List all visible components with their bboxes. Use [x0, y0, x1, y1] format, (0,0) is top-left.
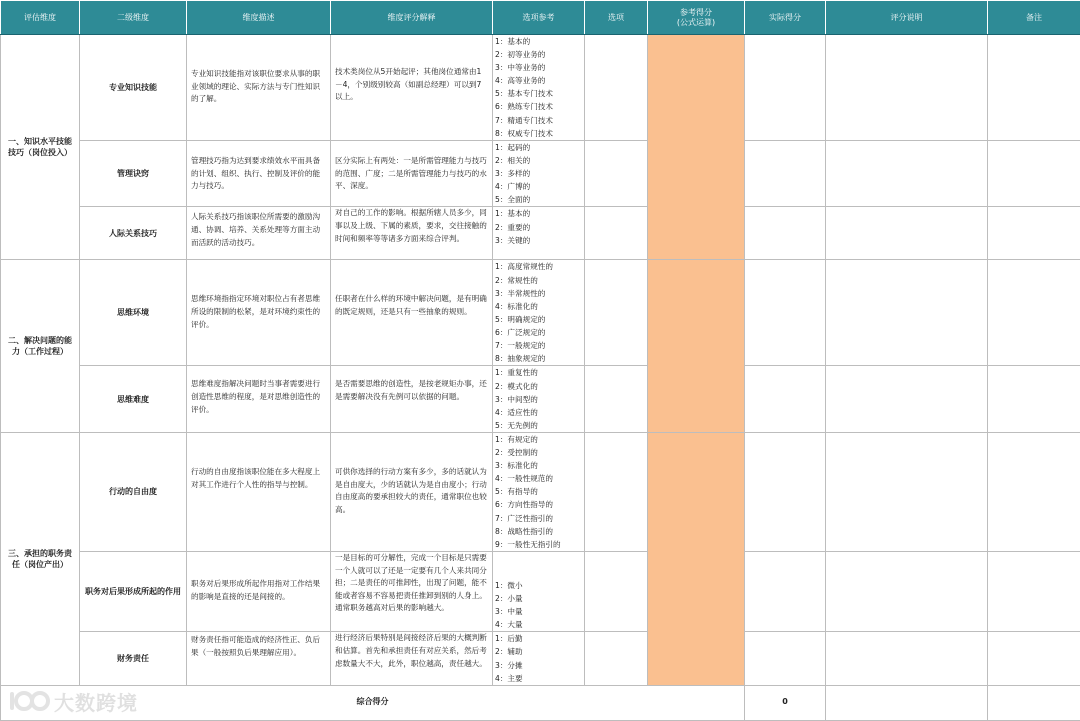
table-row — [1, 366, 1080, 432]
score-note-cell[interactable] — [826, 260, 988, 366]
description-cell: 管理技巧指为达到要求绩效水平而具备的计划、组织、执行、控制及评价的能力与技巧。 — [187, 141, 331, 207]
actual-score-cell[interactable] — [745, 141, 826, 207]
option-item: 4：一般性规范的 — [495, 474, 553, 484]
score-note-cell[interactable] — [826, 207, 988, 260]
header-remark: 备注 — [988, 1, 1080, 35]
remark-cell[interactable] — [988, 366, 1080, 432]
sub-dimension-cell: 人际关系技巧 — [80, 207, 187, 260]
category-cell: 三、承担的职务责任（岗位产出） — [1, 432, 80, 685]
header-score-note: 评分说明 — [826, 1, 988, 35]
option-item: 1：基本的 — [495, 37, 531, 46]
sub-dimension-cell: 财务责任 — [80, 632, 187, 685]
actual-score-cell[interactable] — [745, 260, 826, 366]
actual-score-cell[interactable] — [745, 207, 826, 260]
actual-score-cell[interactable] — [745, 35, 826, 141]
option-item: 1：有规定的 — [495, 434, 538, 444]
table-row — [1, 141, 1080, 207]
explanation-cell: 技术类岗位从5开始起评；其他岗位通常由1－4，个别级别较高（如副总经理）可以到7以上。 — [331, 35, 493, 141]
explanation-cell: 可供你选择的行动方案有多少，多的话就认为是自由度大，少的话就认为是自由度小；行动自由度高的要承担较大的责任，通常职位也较高。 — [331, 432, 493, 551]
sub-dimension-cell: 行动的自由度 — [80, 432, 187, 551]
actual-score-cell[interactable] — [745, 632, 826, 685]
score-note-cell[interactable] — [826, 632, 988, 685]
option-item: 3：关键的 — [495, 235, 531, 245]
options-cell — [493, 551, 585, 631]
option-item: 1：后勤 — [495, 634, 523, 644]
header-sub-dimension: 二级维度 — [80, 1, 187, 35]
option-item: 9：一般性无指引的 — [495, 539, 561, 549]
total-row — [1, 685, 1080, 720]
remark-cell[interactable] — [988, 432, 1080, 551]
option-item: 5：全面的 — [495, 195, 531, 205]
description-cell: 财务责任指可能造成的经济性正、负后果（一般按照负后果理解应用）。 — [187, 632, 331, 685]
option-item: 6：熟练专门技术 — [495, 102, 553, 112]
remark-cell[interactable] — [988, 260, 1080, 366]
option-item: 1：起码的 — [495, 143, 531, 152]
remark-cell[interactable] — [988, 35, 1080, 141]
score-note-cell[interactable] — [826, 551, 988, 631]
options-cell — [493, 35, 585, 141]
option-item: 2：小量 — [495, 594, 523, 604]
options-cell — [493, 260, 585, 366]
description-cell: 职务对后果形成所起作用指对工作结果的影响是直接的还是间接的。 — [187, 551, 331, 631]
options-cell — [493, 432, 585, 551]
option-item: 2：模式化的 — [495, 381, 538, 391]
option-item: 6：方向性指导的 — [495, 500, 553, 510]
option-item: 3：中量 — [495, 607, 523, 617]
total-score-note-cell — [826, 685, 988, 720]
actual-score-cell[interactable] — [745, 366, 826, 432]
option-select-cell[interactable] — [585, 35, 648, 141]
option-item: 2：辅助 — [495, 647, 523, 657]
explanation-cell: 一是目标的可分解性，完成一个目标是只需要一个人就可以了还是一定要有几个人来共同分担；二是责任的可推卸性，出现了问题，能不能或者容易不容易把责任推卸到别的人身上。通常职务越高对后果的影响越大。 — [331, 551, 493, 631]
table-row — [1, 432, 1080, 551]
option-item: 2：相关的 — [495, 156, 531, 166]
option-item: 4：标准化的 — [495, 301, 538, 311]
header-row — [1, 1, 1080, 35]
option-item: 5：基本专门技术 — [495, 89, 553, 99]
options-cell — [493, 366, 585, 432]
option-item: 4：高等业务的 — [495, 76, 546, 86]
ref-score-cell — [648, 35, 745, 260]
score-note-cell[interactable] — [826, 35, 988, 141]
table-row — [1, 207, 1080, 260]
option-item: 3：标准化的 — [495, 461, 538, 471]
score-note-cell[interactable] — [826, 432, 988, 551]
table-row — [1, 260, 1080, 366]
explanation-cell: 区分实际上有两处：一是所需管理能力与技巧的范围、广度；二是所需管理能力与技巧的水平、深度。 — [331, 141, 493, 207]
option-item: 1：高度常规性的 — [495, 262, 553, 272]
option-item: 2：重要的 — [495, 222, 531, 232]
total-remark-cell — [988, 685, 1080, 720]
remark-cell[interactable] — [988, 632, 1080, 685]
option-select-cell[interactable] — [585, 432, 648, 551]
sub-dimension-cell: 思维环境 — [80, 260, 187, 366]
option-item: 7：精通专门技术 — [495, 115, 553, 125]
option-select-cell[interactable] — [585, 207, 648, 260]
option-item: 6：广泛规定的 — [495, 327, 546, 337]
header-description: 维度描述 — [187, 1, 331, 35]
table-row — [1, 551, 1080, 631]
actual-score-cell[interactable] — [745, 432, 826, 551]
header-actual-score: 实际得分 — [745, 1, 826, 35]
option-item: 2：受控制的 — [495, 448, 538, 458]
explanation-cell: 任职者在什么样的环境中解决问题，是有明确的既定规则，还是只有一些抽象的规则。 — [331, 260, 493, 366]
actual-score-cell[interactable] — [745, 551, 826, 631]
options-cell — [493, 207, 585, 260]
sub-dimension-cell: 思维难度 — [80, 366, 187, 432]
header-options-ref: 选项参考 — [493, 1, 585, 35]
ref-score-cell — [648, 432, 745, 685]
header-ref-score — [648, 1, 745, 35]
category-cell: 一、知识水平技能技巧（岗位投入） — [1, 35, 80, 260]
option-select-cell[interactable] — [585, 260, 648, 366]
option-select-cell[interactable] — [585, 366, 648, 432]
option-item: 3：中间型的 — [495, 394, 538, 404]
option-item: 4：主要 — [495, 673, 523, 683]
option-item: 2：初等业务的 — [495, 50, 546, 60]
options-cell — [493, 141, 585, 207]
option-item: 3：多样的 — [495, 169, 531, 179]
option-item: 1：微小 — [495, 580, 523, 590]
table-row — [1, 632, 1080, 685]
option-item: 8：权威专门技术 — [495, 128, 553, 138]
score-note-cell[interactable] — [826, 141, 988, 207]
header-dimension: 评估维度 — [1, 1, 80, 35]
watermark-logo — [8, 686, 138, 716]
explanation-cell: 是否需要思维的创造性，是按老规矩办事，还是需要解决没有先例可以依据的问题。 — [331, 366, 493, 432]
option-item: 8：战略性指引的 — [495, 526, 553, 536]
option-item: 2：常规性的 — [495, 275, 538, 285]
sub-dimension-cell: 职务对后果形成所起的作用 — [80, 551, 187, 631]
option-item: 7：一般规定的 — [495, 341, 546, 351]
header-option: 选项 — [585, 1, 648, 35]
ref-score-cell — [648, 260, 745, 432]
score-note-cell[interactable] — [826, 366, 988, 432]
table-row — [1, 35, 1080, 141]
option-item: 4：大量 — [495, 620, 523, 630]
category-cell: 二、解决问题的能力（工作过程） — [1, 260, 80, 432]
option-item: 5：明确规定的 — [495, 314, 546, 324]
option-item: 3：中等业务的 — [495, 63, 546, 73]
option-item: 5：无先例的 — [495, 420, 538, 430]
watermark-logo-icon — [8, 688, 50, 714]
option-select-cell[interactable] — [585, 551, 648, 631]
option-item: 3：半常规性的 — [495, 288, 546, 298]
remark-cell[interactable] — [988, 141, 1080, 207]
sub-dimension-cell: 专业知识技能 — [80, 35, 187, 141]
explanation-cell: 对自己的工作的影响。根据所辖人员多少，同事以及上级、下属的素质，要求，交往接触的时间和频率等等诸多方面来综合评判。 — [331, 207, 493, 260]
options-cell — [493, 632, 585, 685]
description-cell: 人际关系技巧指该职位所需要的激励沟通、协调、培养、关系处理等方面主动而活跃的活动技巧。 — [187, 207, 331, 260]
option-item: 4：广博的 — [495, 182, 531, 192]
remark-cell[interactable] — [988, 551, 1080, 631]
explanation-cell: 进行经济后果特别是间接经济后果的大概判断和估算。首先和承担责任有对应关系，然后考虑数量大不大，此外，职位越高，责任越大。 — [331, 632, 493, 685]
header-ref-score-line2: (公式运算) — [676, 17, 716, 27]
option-select-cell[interactable] — [585, 632, 648, 685]
description-cell: 思维难度指解决问题时当事者需要进行创造性思维的程度，是对思维创造性的评价。 — [187, 366, 331, 432]
option-item: 1：基本的 — [495, 209, 531, 219]
option-item: 5：有指导的 — [495, 487, 538, 497]
option-item: 3：分摊 — [495, 660, 523, 670]
total-actual-score: 0 — [745, 685, 826, 720]
description-cell: 专业知识技能指对该职位要求从事的职业领域的理论、实际方法与专门性知识的了解。 — [187, 35, 331, 141]
description-cell: 思维环境指指定环境对职位占有者思维所设的限制的松紧，是对环境约束性的评价。 — [187, 260, 331, 366]
watermark-text: 大数跨境 — [54, 690, 138, 715]
option-select-cell[interactable] — [585, 141, 648, 207]
sub-dimension-cell: 管理诀窍 — [80, 141, 187, 207]
header-explanation: 维度评分解释 — [331, 1, 493, 35]
option-item: 8：抽象规定的 — [495, 354, 546, 364]
description-cell: 行动的自由度指该职位能在多大程度上对其工作进行个人性的指导与控制。 — [187, 432, 331, 551]
remark-cell[interactable] — [988, 207, 1080, 260]
option-item: 7：广泛性指引的 — [495, 513, 553, 523]
header-ref-score-line1: 参考得分 — [680, 7, 712, 17]
option-item: 4：适应性的 — [495, 407, 538, 417]
option-item: 1：重复性的 — [495, 368, 538, 378]
total-label: 综合得分 — [1, 685, 745, 720]
